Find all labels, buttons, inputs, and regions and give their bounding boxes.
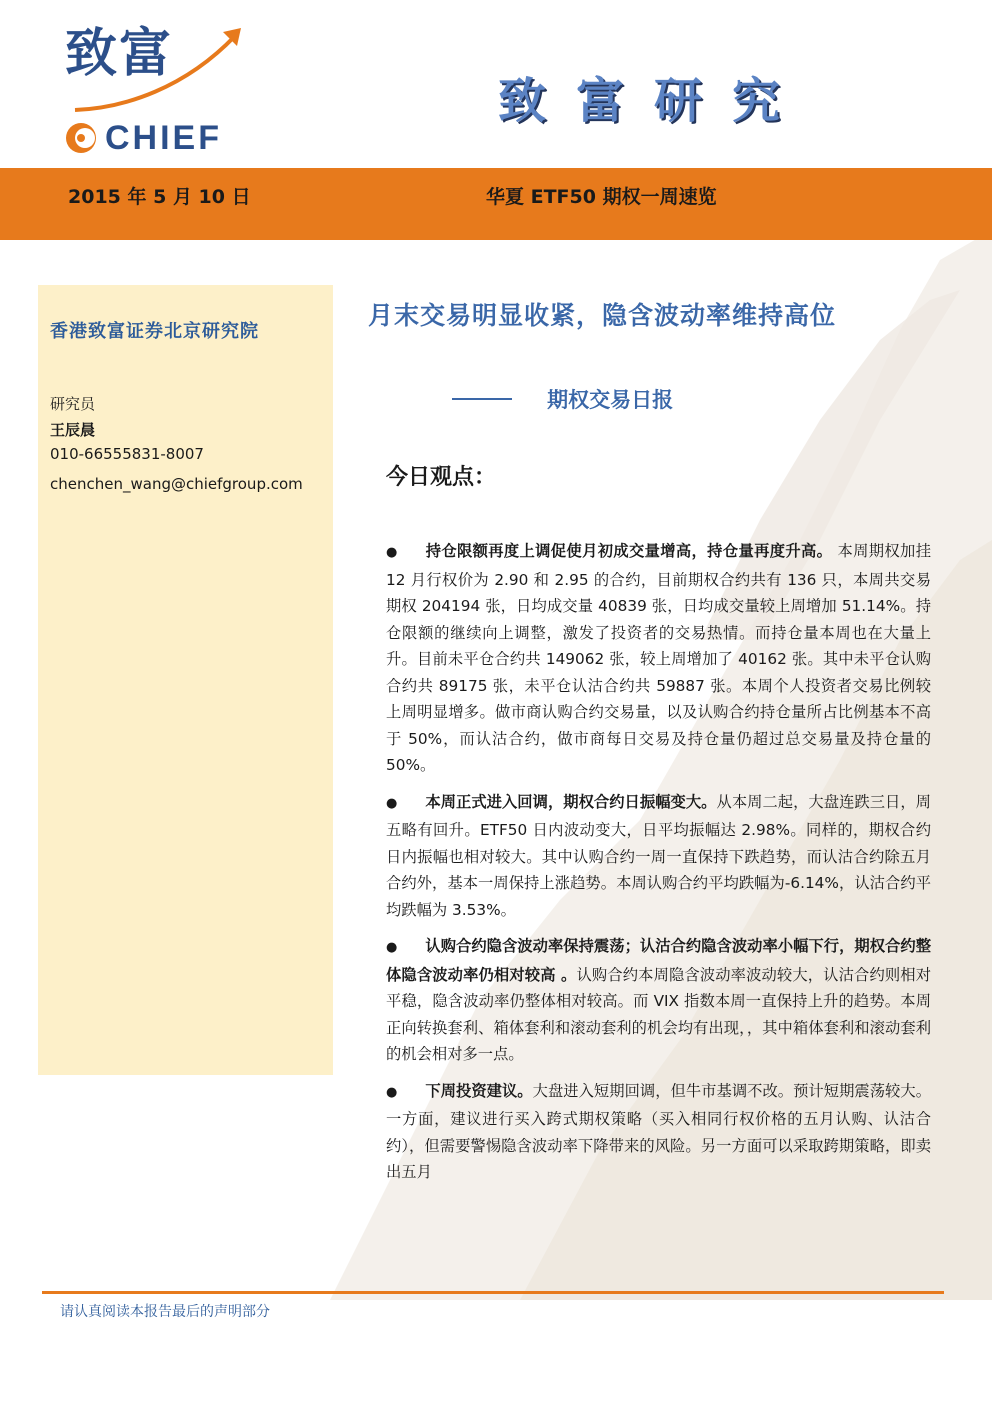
logo-english-text: CHIEF xyxy=(105,119,222,157)
brand-title: 致富研究 xyxy=(498,73,811,129)
footer-disclaimer-note: 请认真阅读本报告最后的声明部分 xyxy=(60,1304,270,1320)
bullet-lead: 认购合约隐含波动率保持震荡；认沽合约隐含波动率小幅下行，期权合约整体隐含波动率仍相对较高 。 xyxy=(386,937,931,984)
header-banner xyxy=(0,168,992,240)
bullet-icon: ● xyxy=(386,1084,398,1100)
list-item xyxy=(386,538,931,779)
report-date: 2015 年 5 月 10 日 xyxy=(68,186,251,208)
subheadline xyxy=(452,384,673,414)
list-item xyxy=(386,1078,931,1186)
bullet-icon: ● xyxy=(386,940,398,955)
report-series-title: 华夏 ETF50 期权一周速览 xyxy=(486,186,717,208)
bullet-lead: 持仓限额再度上调促使月初成交量增高，持仓量再度升高。 xyxy=(425,542,833,560)
analyst-email[interactable]: chenchen_wang@chiefgroup.com xyxy=(50,475,303,493)
bullet-icon: ● xyxy=(386,545,398,560)
bullet-body: 本周期权加挂 12 月行权价为 2.90 和 2.95 的合约，目前期权合约共有 136 只，本周共交易期权 204194 张，日均成交量 40839 张，日均成交量较上周增加 51.14%。持仓限额的继续向上调整，激发了投资者的交易热情。而持仓量本周也在大量上升。目前未平仓合约共 149062 张，较上周增加了 40162 张。其中未平仓认购合约共 89175 张，未平仓认沽合约共 59887 张。本周个人投资者交易比例较上周明显增多。做市商认购合约交易量，以及认购合约持仓量所占比例基本不高于 50%，而认沽合约，做市商每日交易及持仓量仍超过总交易量及持仓量的 50%。 xyxy=(386,542,931,774)
list-item xyxy=(386,933,931,1068)
subhead-dash xyxy=(452,398,512,400)
analyst-phone: 010-66555831-8007 xyxy=(50,445,204,463)
list-item xyxy=(386,789,931,924)
bullet-body: 认购合约本周隐含波动率波动较大，认沽合约则相对平稳，隐含波动率仍整体相对较高。而 VIX 指数本周一直保持上升的趋势。本周正向转换套利、箱体套利和滚动套利的机会均有出现，，其中箱体套利和滚动套利的机会相对多一点。 xyxy=(386,965,931,1063)
headline: 月末交易明显收紧，隐含波动率维持高位 xyxy=(368,301,837,330)
bullet-lead: 本周正式进入回调，期权合约日振幅变大。 xyxy=(425,792,717,811)
institute-name: 香港致富证券北京研究院 xyxy=(50,321,259,342)
subhead-text: 期权交易日报 xyxy=(547,388,674,412)
footer-divider xyxy=(42,1291,944,1294)
logo-c-icon xyxy=(63,120,101,156)
chief-logo xyxy=(55,18,255,158)
bullet-lead: 下周投资建议。 xyxy=(425,1081,533,1100)
analyst-sidebar xyxy=(38,285,333,1075)
bullet-body: 大盘进入短期回调，但牛市基调不改。预计短期震荡较大。一方面，建议进行买入跨式期权策略（买入相同行权价格的五月认购、认沽合约），但需要警惕隐含波动率下降带来的风险。另一方面可以采取跨期策略，即卖出五月 xyxy=(386,1081,931,1181)
logo-chinese-text: 致富 xyxy=(65,23,174,84)
bullet-icon: ● xyxy=(386,795,398,811)
analyst-name: 王辰晨 xyxy=(50,421,96,439)
viewpoint-list xyxy=(386,538,931,1196)
analyst-role: 研究员 xyxy=(50,395,96,413)
section-title: 今日观点： xyxy=(386,465,497,490)
bullet-body: 从本周二起，大盘连跌三日，周五略有回升。ETF50 日内波动变大，日平均振幅达 2.98%。同样的，期权合约日内振幅也相对较大。其中认购合约一周一直保持下跌趋势，而认沽合约除五月合约外，基本一周保持上涨趋势。本周认购合约平均跌幅为-6.14%，认沽合约平均跌幅为 3.53%。 xyxy=(386,792,931,919)
